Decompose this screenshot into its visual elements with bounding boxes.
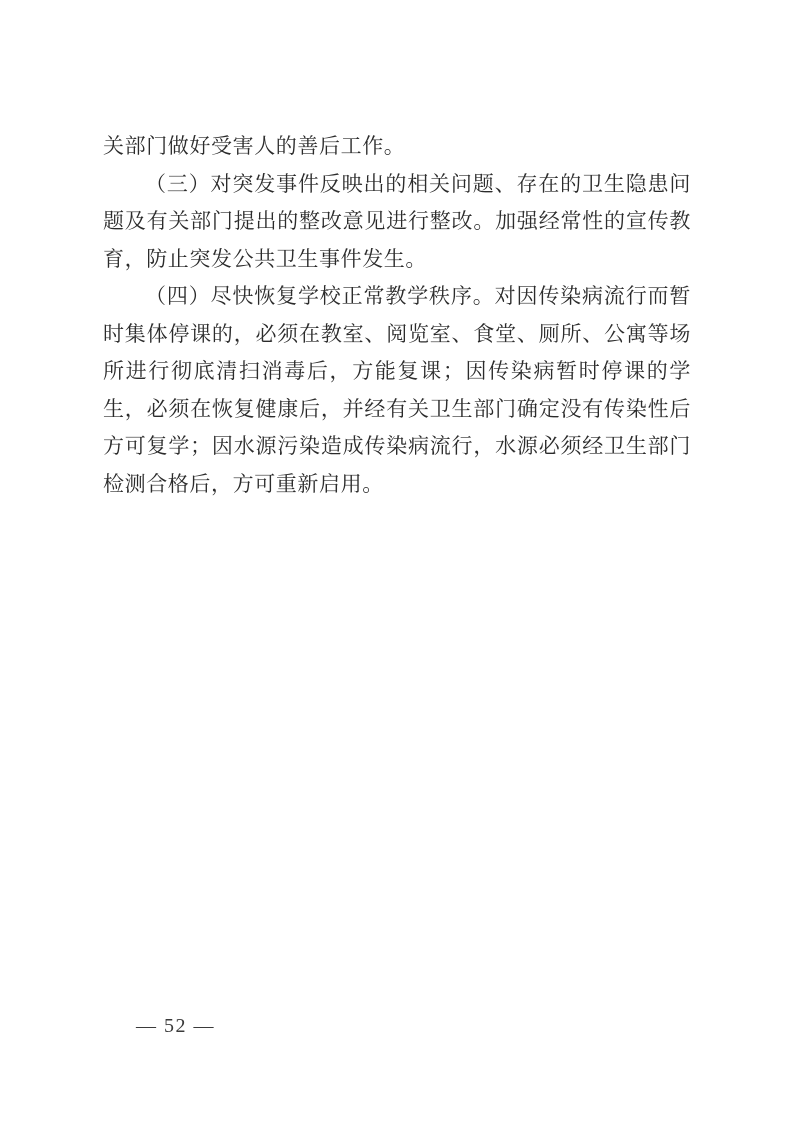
paragraph-continuation: 关部门做好受害人的善后工作。 [103,134,406,158]
paragraph-item-three: （三）对突发事件反映出的相关问题、存在的卫生隐患问题及有关部门提出的整改意见进行整改。加强经常性的宣传教育，防止突发公共卫生事件发生。 [103,171,691,271]
page-footer [136,1015,215,1038]
paragraph-item-four: （四）尽快恢复学校正常教学秩序。对因传染病流行而暂时集体停课的，必须在教室、阅览室、食堂、厕所、公寓等场所进行彻底清扫消毒后，方能复课；因传染病暂时停课的学生，必须在恢复健康后，并经有关卫生部门确定没有传染性后方可复学；因水源污染造成传染病流行，水源必须经卫生部门检测合格后，方可重新启用。 [103,284,691,496]
document-body [103,128,691,503]
page-number: — 52 — [136,1015,215,1037]
